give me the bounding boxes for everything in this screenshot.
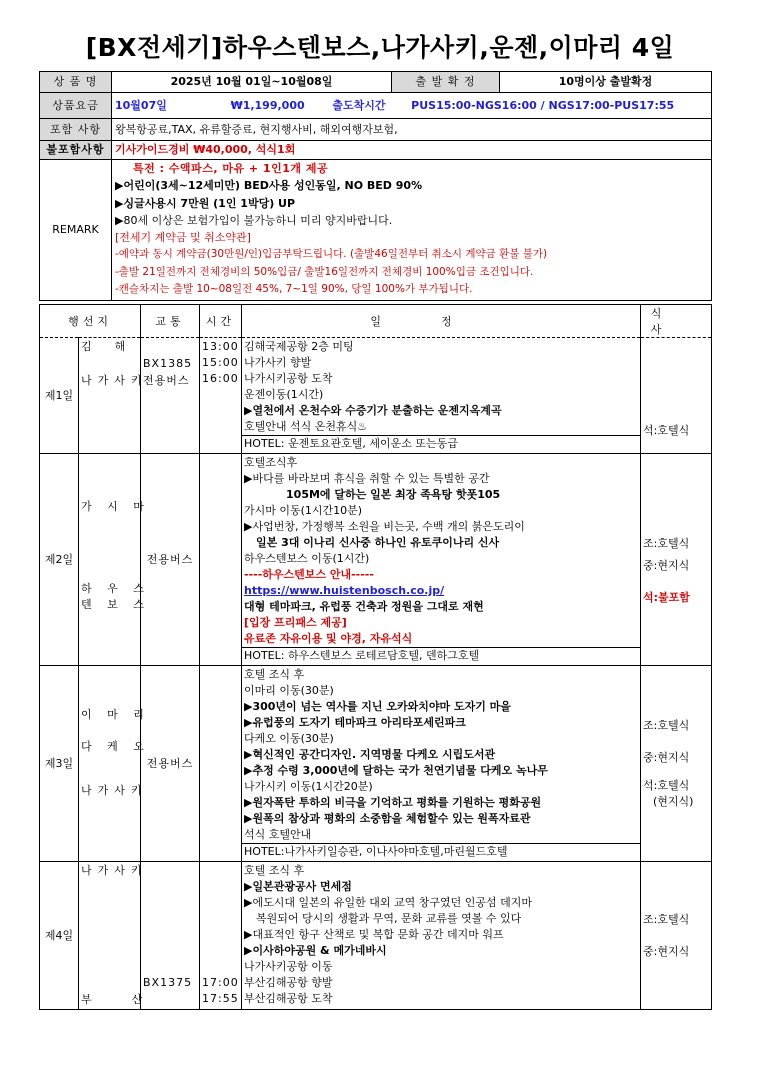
day-times — [200, 454, 242, 666]
price-value: ₩1,199,000 — [230, 98, 305, 112]
price-date: 10월07일 — [115, 98, 167, 112]
day-itinerary: 호텔 조식 후 이마리 이동(30분) ▶300년이 넘는 역사를 지닌 오카와치야마 도자기 마을 ▶유럽풍의 도자기 테마파크 아리타포세린파크 다케오 이동(30분) ▶혁신적인 공간디자인. 지역명물 다케오 시립도서관 ▶추정 수령 3,000년에 달하는 국가 천연기념물 다케오 녹나무 나가시키 이동(1시간20분) ▶원자폭탄 투하의 비극을 기억하고 평화를 기원하는 평화공원 ▶원폭의 참상과 평화의 소중함을 체험할수 있는 원폭자료관 석식 호텔안내 HOTEL:나가사키일승관, 이나사야마호텔,마린월드호텔 — [242, 666, 641, 862]
day-transport: BX1375 — [141, 862, 200, 1010]
page-title: [BX전세기]하우스텐보스,나가사키,운젠,이마리 4일 — [85, 33, 675, 62]
departure-value: 10명이상 출발확정 — [500, 72, 712, 93]
included-label: 포함 사항 — [40, 119, 112, 141]
day-label: 제2일 — [40, 454, 79, 666]
day-meals: 조:호텔식 중:현지식 — [641, 862, 712, 1010]
remark-age: ▶80세 이상은 보험가입이 불가능하니 미리 양지바랍니다. — [115, 213, 393, 227]
day-label: 제1일 — [40, 338, 79, 454]
day-itinerary: 김해국제공항 2층 미팅 나가사키 향발 나가시키공항 도착 운젠이동(1시간) ▶열천에서 온천수와 수증기가 분출하는 운젠지옥계곡 호텔안내 석식 온천휴식♨ HOTEL: 운젠토요관호텔, 세이운소 또는동급 — [242, 338, 641, 454]
remark-child: ▶어린이(3세~12세미만) BED사용 성인동일, NO BED 90% — [115, 179, 423, 193]
arrival-label: 출도착시간 — [332, 98, 386, 112]
day-itinerary: 호텔조식후 ▶바다를 바라보며 휴식을 취할 수 있는 특별한 공간 105M에 달하는 일본 최장 족욕탕 핫폿105 가시마 이동(1시간10분) ▶사업번창, 가정행복 소원을 비는곳, 수백 개의 붉은도리이 일본 3대 이나리 신사중 하나인 유토쿠이나리 신사 하우스텐보스 이동(1시간) ----하우스텐보스 안내----- https://www.huistenbosch.co.jp/ 대형 테마파크, 유럽풍 건축과 정원을 그대로 재현 [입장 프리패스 제공] 유료존 자유이용 및 야경, 자유석식 HOTEL: 하우스텐보스 로테르담호텔, 덴하그호텔 — [242, 454, 641, 666]
day-times: 17:00 17:55 — [200, 862, 242, 1010]
day-times: 13:00 15:00 16:00 — [200, 338, 242, 454]
day-places: 김 해 나가사키 — [79, 338, 141, 454]
day-transport: 전용버스 — [141, 666, 200, 862]
excluded-value: 기사가이드경비 ₩40,000, 석식1회 — [112, 141, 712, 160]
remark-benefit: 특전 : 수액파스, 마유 + 1인1개 제공 — [133, 162, 329, 175]
remark-cancel: -캔슬차지는 출발 10~08일전 45%, 7~1일 90%, 당일 100%가 부가됩니다. — [115, 283, 473, 296]
remark-label: REMARK — [40, 160, 112, 301]
header-time: 시간 — [200, 305, 242, 338]
header-destination: 행선지 — [40, 305, 141, 338]
hotel-info: HOTEL:나가사키일승관, 이나사야마호텔,마린월드호텔 — [242, 843, 640, 860]
day-meals: 조:호텔식 중:현지식 석:불포함 — [641, 454, 712, 666]
hotel-info: HOTEL: 운젠토요관호텔, 세이운소 또는동급 — [242, 435, 640, 452]
header-itinerary: 일정 — [242, 305, 641, 338]
included-value: 왕복항공료,TAX, 유류할증료, 현지행사비, 해외여행자보험, — [112, 119, 712, 141]
remark-list — [112, 160, 712, 301]
day-itinerary: 호텔 조식 후 ▶일본관광공사 면세점 ▶에도시대 일본의 유일한 대외 교역 창구였던 인공섬 데지마 복원되어 당시의 생활과 무역, 문화 교류를 엿볼 수 있다 ▶대표적인 항구 산책로 및 복합 문화 공간 데지마 워프 ▶이사하야공원 & 메가네바시 나가사키공항 이동 부산김해공항 향발 부산김해공항 도착 — [242, 862, 641, 1010]
day-meals: 조:호텔식 중:현지식 석:호텔식 (현지식) — [641, 666, 712, 862]
travel-period: 2025년 10월 01일~10월08일 — [112, 72, 392, 93]
day-transport: BX1385 전용버스 — [141, 338, 200, 454]
day-transport: 전용버스 — [141, 454, 200, 666]
price-label: 상품요금 — [40, 93, 112, 119]
remark-single: ▶싱글사용시 7만원 (1인 1박당) UP — [115, 196, 296, 210]
product-name-label: 상 품 명 — [40, 72, 112, 93]
remark-deposit: -예약과 동시 계약금(30만원/인)입금부탁드립니다. (출발46일전부터 취소시 계약금 환불 불가) — [115, 248, 548, 261]
arrival-times: PUS15:00-NGS16:00 / NGS17:00-PUS17:55 — [411, 98, 675, 112]
day-times — [200, 666, 242, 862]
remark-payment: -출발 21일전까지 전체경비의 50%입금/ 출발16일전까지 전체경비 100%입금 조건입니다. — [115, 265, 534, 278]
day-row — [40, 454, 712, 666]
day-row — [40, 338, 712, 454]
day-label: 제3일 — [40, 666, 79, 862]
price-row — [112, 93, 712, 119]
day-label: 제4일 — [40, 862, 79, 1010]
product-info-table — [39, 71, 712, 301]
day-places: 가 시 마 하 우 스 텐 보 스 — [79, 454, 141, 666]
day-row — [40, 862, 712, 1010]
day-row — [40, 666, 712, 862]
excluded-label: 불포함사항 — [40, 141, 112, 160]
hotel-info: HOTEL: 하우스텐보스 로테르담호텔, 덴하그호텔 — [242, 647, 640, 664]
header-meals: 식사 — [641, 305, 712, 338]
day-places: 나가사키 부 산 — [79, 862, 141, 1010]
website-link[interactable]: https://www.huistenbosch.co.jp/ — [244, 584, 445, 597]
day-meals: 석:호텔식 — [641, 338, 712, 454]
header-transport: 교통 — [141, 305, 200, 338]
remark-policy-title: [전세기 계약금 및 취소약관] — [115, 231, 251, 245]
day-places: 이 마 리 다 케 오 나가사키 — [79, 666, 141, 862]
departure-label: 출 발 확 정 — [392, 72, 500, 93]
schedule-table — [39, 304, 712, 1010]
